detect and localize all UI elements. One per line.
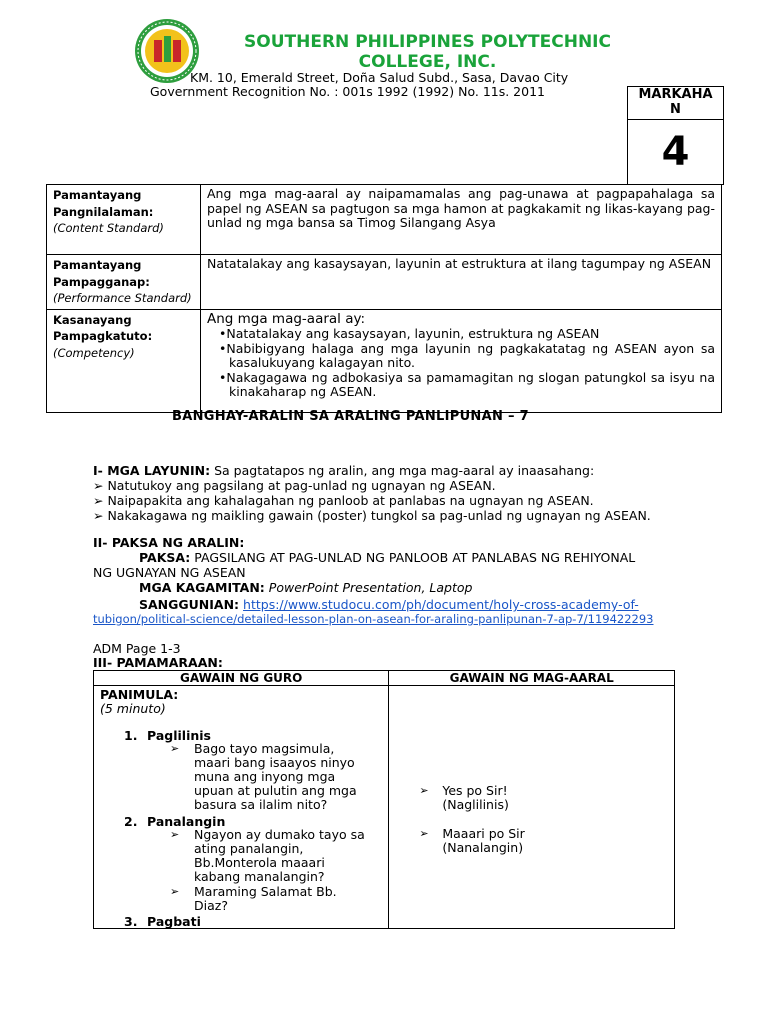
school-address: KM. 10, Emerald Street, Doña Salud Subd., Sasa, Davao City xyxy=(190,70,569,85)
sanggunian-label: SANGGUNIAN: xyxy=(139,597,240,612)
pamamaraan-heading-text: III- PAMAMARAAN: xyxy=(93,655,223,670)
markahan-box xyxy=(627,86,724,185)
panimula-heading: PANIMULA: xyxy=(100,687,179,702)
competency-item: •Natatalakay ang kasaysayan, layunin, estruktura ng ASEAN xyxy=(219,326,600,341)
label-english: (Competency) xyxy=(53,345,135,360)
kagamitan-value: PowerPoint Presentation, Laptop xyxy=(264,580,473,595)
step-line: upuan at pulutin ang mga xyxy=(194,783,357,798)
standards-table xyxy=(46,184,722,413)
performance-standard-label xyxy=(47,255,201,310)
lesson-plan-title: BANGHAY-ARALIN SA ARALING PANLIPUNAN – 7 xyxy=(172,409,529,424)
layunin-item: ➢ Natutukoy ang pagsilang at pag-unlad ng ugnayan ng ASEAN. xyxy=(93,478,496,493)
response-line: (Nanalangin) xyxy=(442,840,524,855)
label-english: (Performance Standard) xyxy=(53,291,192,305)
content-standard-label xyxy=(47,185,201,255)
sanggunian-link-continued[interactable]: tubigon/political-science/detailed-lesson-plan-on-asean-for-araling-panlipunan-7-ap-7/119422293 xyxy=(93,612,654,626)
label-line: Pampagganap: xyxy=(53,274,150,289)
layunin-section xyxy=(93,463,651,523)
competency-item: •Nakagagawa ng adbokasiya sa pamamagitan ng slogan patungkol sa isyu na kinakaharap ng ASEAN. xyxy=(219,369,715,399)
guro-activities xyxy=(94,686,389,929)
label-line: Kasanayang xyxy=(53,312,132,327)
markahan-label-line-2: N xyxy=(670,102,681,117)
paksa-section xyxy=(93,535,654,627)
step-line: Bago tayo magsimula, xyxy=(194,741,335,756)
procedure-table xyxy=(93,670,675,929)
column-header-guro: GAWAIN NG GURO xyxy=(94,671,389,686)
arrow-bullet-icon: ➢ xyxy=(170,885,180,898)
paksa-value-continued: NG UGNAYAN NG ASEAN xyxy=(93,565,246,580)
government-recognition: Government Recognition No. : 001s 1992 (1992) No. 11s. 2011 xyxy=(150,84,545,99)
step-line: Maraming Salamat Bb. xyxy=(194,884,337,899)
step-title-paglilinis: Paglilinis xyxy=(147,728,211,743)
step2b-text xyxy=(194,885,337,913)
layunin-intro: Sa pagtatapos ng aralin, ang mga mag-aaral ay inaasahang: xyxy=(210,463,595,478)
paksa-value: PAGSILANG AT PAG-UNLAD NG PANLOOB AT PANLABAS NG REHIYONAL xyxy=(190,550,636,565)
step2a-text xyxy=(194,828,365,884)
performance-standard-text: Natatalakay ang kasaysayan, layunin at estruktura at ilang tagumpay ng ASEAN xyxy=(201,255,722,310)
layunin-item: ➢ Naipapakita ang kahalagahan ng panloob at panlabas na ugnayan ng ASEAN. xyxy=(93,493,594,508)
school-name-line-1: SOUTHERN PHILIPPINES POLYTECHNIC xyxy=(244,32,611,52)
competency-item: •Nabibigyang halaga ang mga layunin ng pagkakatatag ng ASEAN ayon sa kasalukuyang kalagayan nito. xyxy=(219,340,715,370)
markahan-label-line-1: MARKAHA xyxy=(638,87,713,102)
step-title-panalangin: Panalangin xyxy=(147,814,226,829)
kagamitan-label: MGA KAGAMITAN: xyxy=(139,580,265,595)
competency-lead: Ang mga mag-aaral ay: xyxy=(207,310,366,327)
step-number: 2. xyxy=(124,814,138,829)
mag-aaral-activities xyxy=(389,686,675,929)
response-line: (Naglilinis) xyxy=(442,797,509,812)
step-line: muna ang inyong mga xyxy=(194,769,336,784)
label-line: Pangnilalaman: xyxy=(53,204,154,219)
label-english: (Content Standard) xyxy=(53,221,164,235)
response-2 xyxy=(442,827,524,855)
layunin-item: ➢ Nakakagawa ng maikling gawain (poster) tungkol sa pag-unlad ng ugnayan ng ASEAN. xyxy=(93,508,651,523)
content-standard-row xyxy=(47,185,722,255)
competency-label xyxy=(47,309,201,412)
column-header-mag-aaral: GAWAIN NG MAG-AARAL xyxy=(389,671,675,686)
paksa-heading: II- PAKSA NG ARALIN: xyxy=(93,535,245,550)
arrow-bullet-icon: ➢ xyxy=(419,827,429,840)
arrow-bullet-icon: ➢ xyxy=(170,742,180,755)
step-title-pagbati: Pagbati xyxy=(147,914,201,929)
paksa-label: PAKSA: xyxy=(139,550,191,565)
step-line: Bb.Monterola maaari xyxy=(194,855,325,870)
competency-text xyxy=(201,309,722,412)
markahan-value: 4 xyxy=(661,129,690,175)
step-line: maari bang isaayos ninyo xyxy=(194,755,355,770)
step-line: basura sa ilalim nito? xyxy=(194,797,328,812)
step-line: kabang manalangin? xyxy=(194,869,325,884)
response-line: Maaari po Sir xyxy=(442,826,525,841)
layunin-heading: I- MGA LAYUNIN: xyxy=(93,463,211,478)
procedure-row xyxy=(94,686,675,929)
arrow-bullet-icon: ➢ xyxy=(170,828,180,841)
label-line: Pamantayang xyxy=(53,188,142,202)
content-standard-text: Ang mga mag-aaral ay naipamamalas ang pag-unawa at pagpapahalaga sa papel ng ASEAN sa pagtugon sa mga hamon at pagkakamit ng likas-kayang pag-unlad ng mga bansa sa Timog Silangang Asya xyxy=(201,185,722,255)
step-line: Diaz? xyxy=(194,898,228,913)
markahan-label xyxy=(628,87,723,120)
label-line: Pampagkatuto: xyxy=(53,329,153,343)
procedure-header-row xyxy=(94,671,675,686)
response-1 xyxy=(442,784,509,812)
sanggunian-link[interactable]: https://www.studocu.com/ph/document/holy-cross-academy-of- xyxy=(243,597,639,612)
step-line: ating panalangin, xyxy=(194,841,304,856)
label-line: Pamantayang xyxy=(53,258,142,272)
school-name xyxy=(215,32,640,72)
arrow-bullet-icon: ➢ xyxy=(419,784,429,797)
panimula-time: (5 minuto) xyxy=(100,701,166,716)
step-line: Ngayon ay dumako tayo sa xyxy=(194,827,365,842)
performance-standard-row xyxy=(47,255,722,310)
competency-row xyxy=(47,309,722,412)
adm-page: ADM Page 1-3 xyxy=(93,641,181,656)
step1-text xyxy=(194,742,357,812)
step-number: 1. xyxy=(124,728,138,743)
school-name-line-2: COLLEGE, INC. xyxy=(358,52,497,72)
pamamaraan-heading xyxy=(93,655,223,670)
step-number: 3. xyxy=(124,914,138,929)
response-line: Yes po Sir! xyxy=(442,783,508,798)
